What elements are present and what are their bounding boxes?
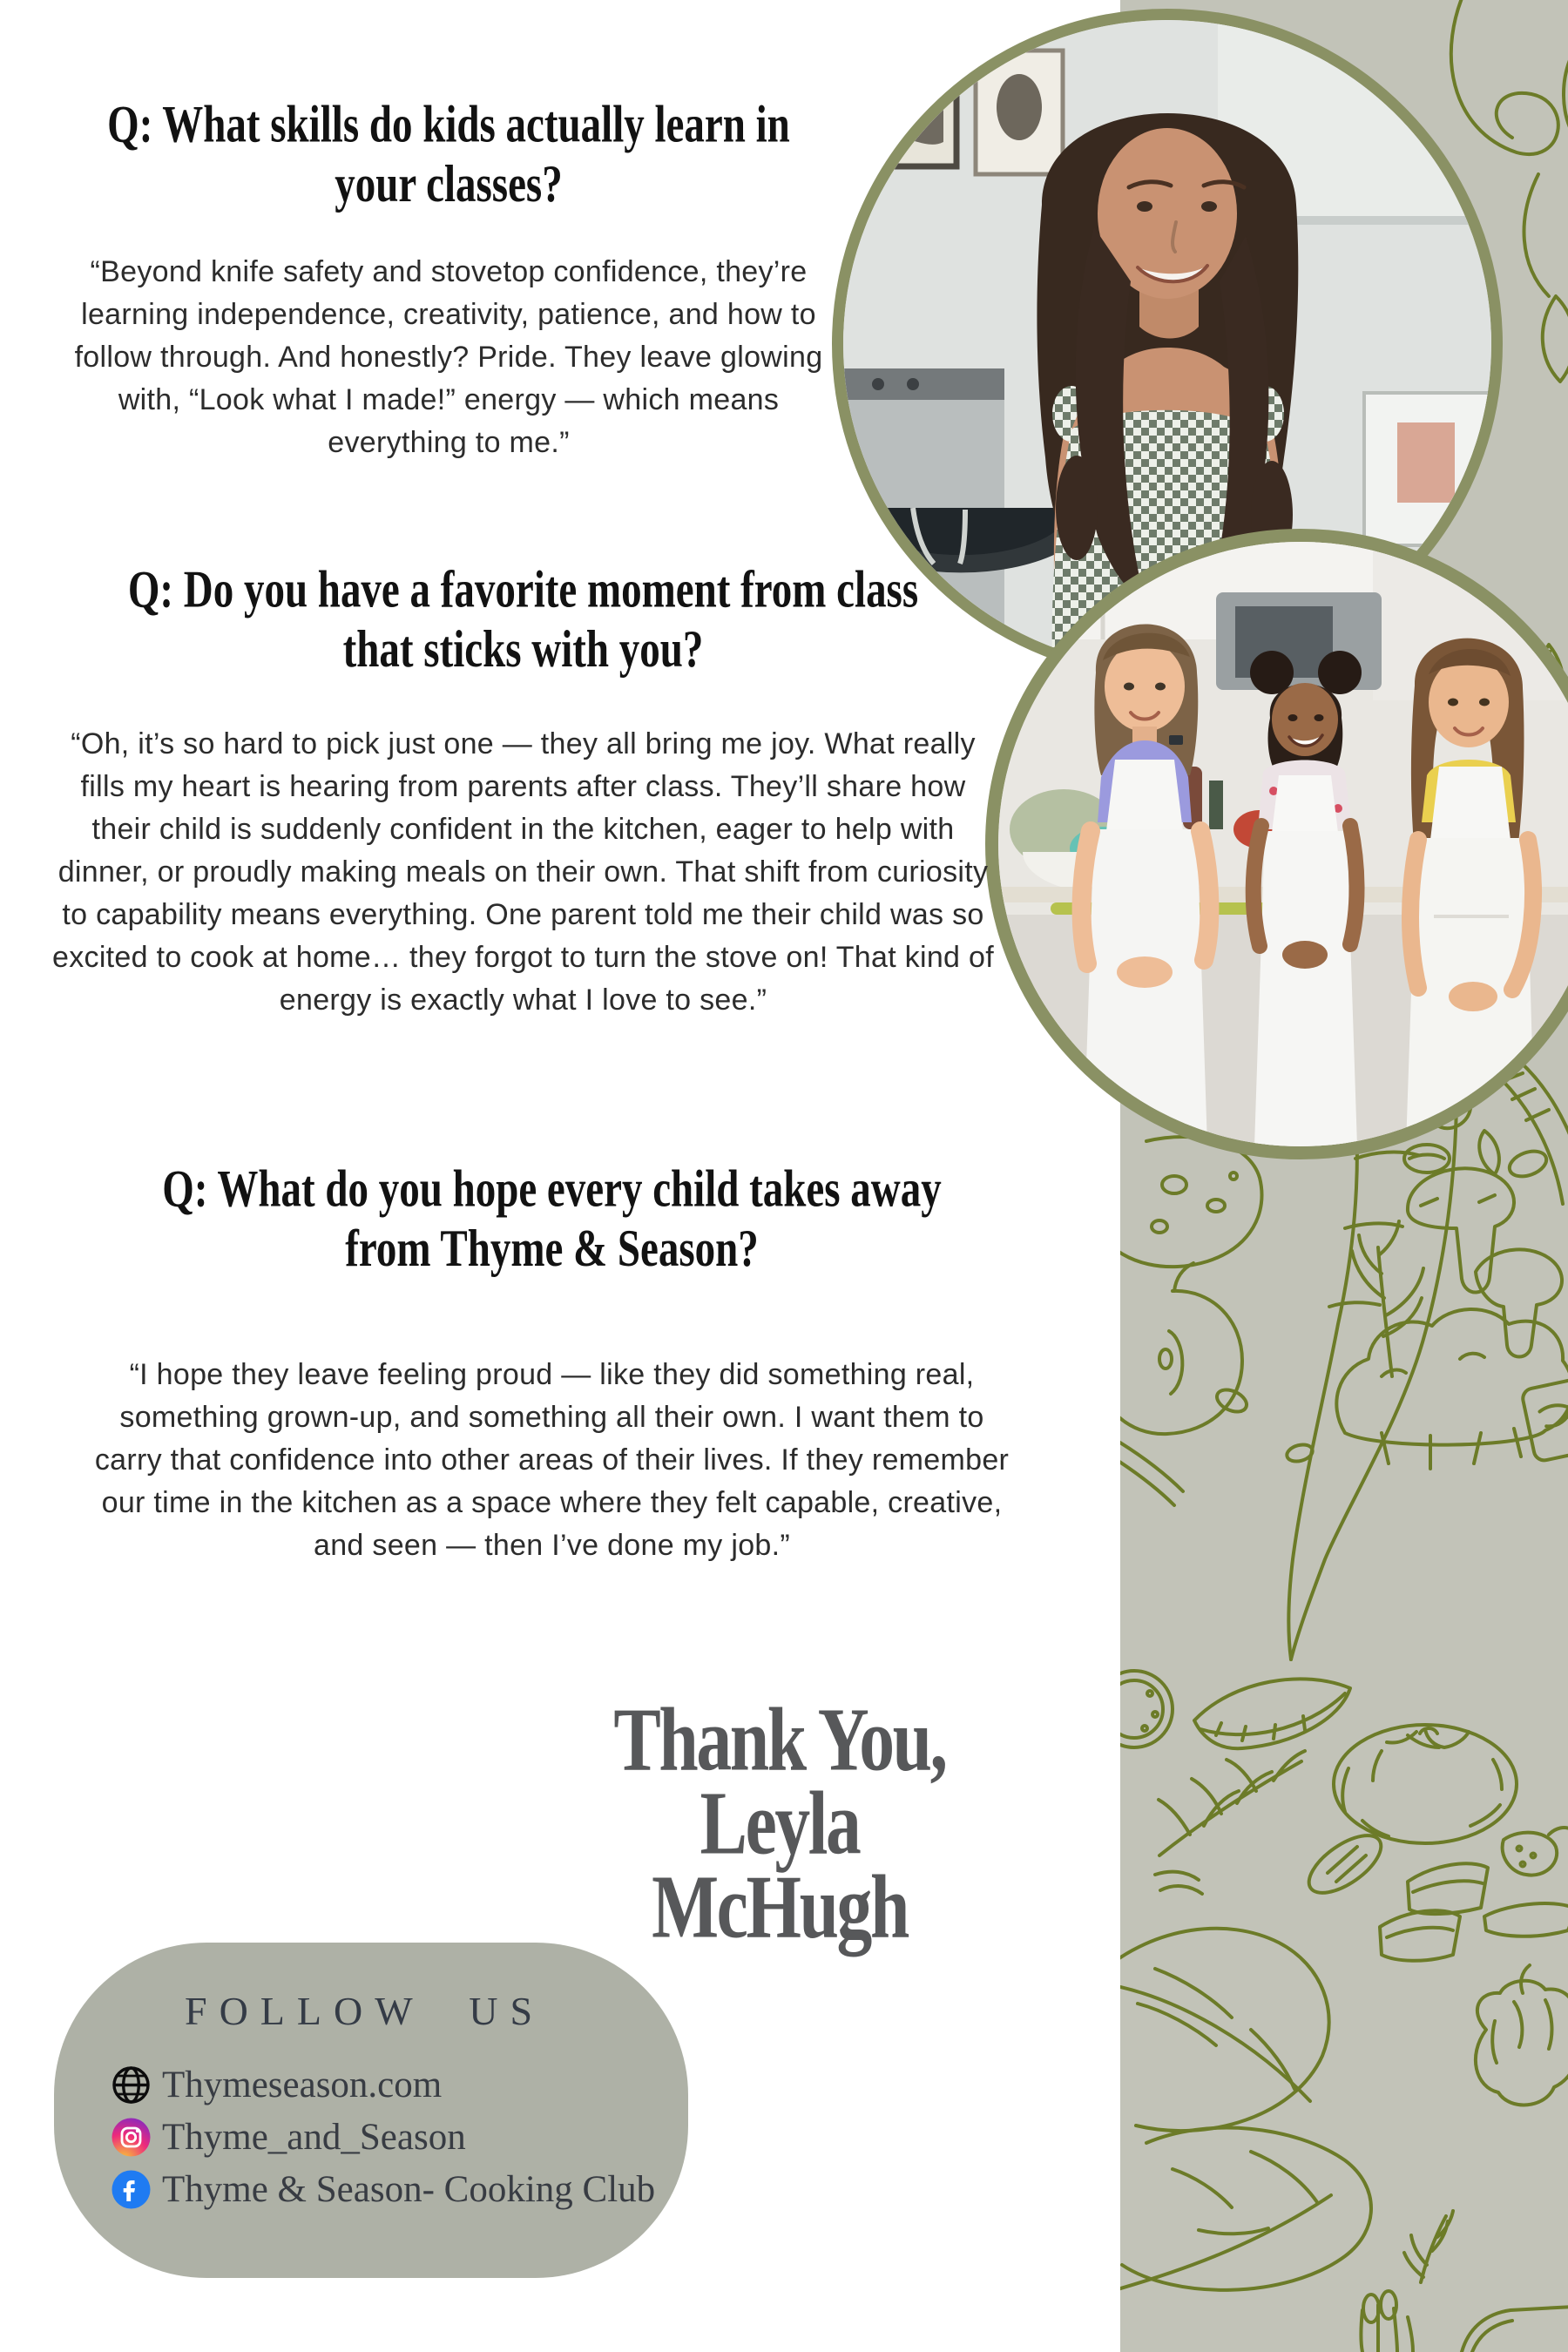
kids-photo-art (998, 542, 1568, 1146)
signoff-line-1: Thank You, (613, 1689, 946, 1791)
signoff-line-2: Leyla McHugh (652, 1773, 908, 1957)
follow-us-title: FOLLOW US (185, 1989, 545, 2033)
answer-text-3: “I hope they leave feeling proud — like they did something real, something grown-up, and something all their own. I want them to carry that confidence into other areas of their lives. If they remember our time in the kitchen as a space where they felt capable, creative, and seen — then I’ve done my job.” (94, 1358, 1010, 1562)
qa-block-2 (51, 559, 996, 1022)
follow-us-links (112, 2064, 688, 2211)
facebook-link[interactable] (112, 2168, 688, 2211)
answer-text-2: “Oh, it’s so hard to pick just one — they all bring me joy. What really fills my heart is hearing from parents after class. They’ll share how their child is suddenly confident in the kitchen, eager to help with dinner, or proudly making meals on their own. That shift from curiosity to capability means everything. One parent told me their child was so excited to cook at home… they forgot to turn the stove on! That kind of energy is exactly what I love to see.” (52, 727, 994, 1017)
instagram-label: Thyme_and_Season (162, 2117, 466, 2158)
website-label: Thymeseason.com (162, 2065, 443, 2105)
qa-block-1 (42, 94, 855, 464)
question-heading-1: Q: What skills do kids actually learn in your classes? (107, 94, 790, 213)
instagram-link[interactable] (112, 2116, 688, 2159)
question-heading-3: Q: What do you hope every child takes away from Thyme & Season? (162, 1159, 942, 1278)
qa-block-3 (84, 1159, 1020, 1567)
follow-us-card (54, 1943, 688, 2278)
question-heading-2: Q: Do you have a favorite moment from class that sticks with you? (127, 559, 919, 679)
website-link[interactable] (112, 2064, 688, 2106)
answer-text-1: “Beyond knife safety and stovetop confidence, they’re learning independence, creativity, patience, and how to follow through. And honestly? Pride. They leave glowing with, “Look what I made!” energy — which means everything to me.” (74, 255, 823, 459)
globe-icon (112, 2065, 151, 2105)
signoff (581, 1689, 978, 1957)
instagram-icon (112, 2118, 151, 2157)
facebook-icon (112, 2170, 151, 2209)
facebook-label: Thyme & Season- Cooking Club (162, 2169, 656, 2210)
